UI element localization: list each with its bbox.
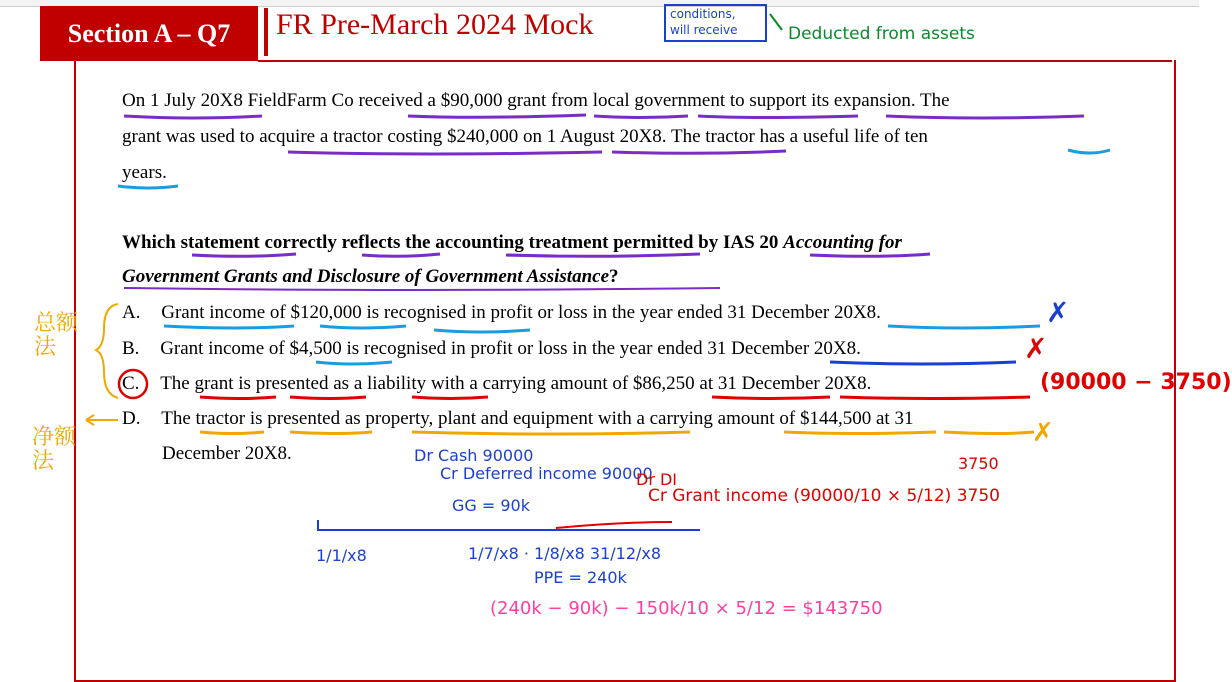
underline-received [408, 115, 586, 117]
brace-gross-method [96, 304, 118, 398]
entry-cr-deferred: Cr Deferred income 90000 [440, 464, 653, 483]
side-note-gross-method: 总额法 [34, 311, 79, 360]
option-a-text: Grant income of $120,000 is recognised in profit or loss in the year ended 31 December 20X8. [161, 302, 881, 323]
prompt-end: ? [609, 266, 619, 287]
underline-c-grant [200, 397, 276, 399]
underline-b-date [830, 362, 1016, 364]
option-a-letter: A. [122, 302, 141, 323]
section-label: Section A – Q7 [40, 6, 258, 61]
underline-c-presented [290, 397, 366, 399]
underline-ten [1068, 150, 1110, 153]
underline-a-date [888, 326, 1040, 328]
underline-aug [612, 151, 786, 153]
final-calculation: (240k − 90k) − 150k/10 × 5/12 = $143750 [490, 598, 883, 619]
underline-grant [594, 116, 688, 118]
underline-a-recognised [434, 330, 530, 332]
underline-reflects [362, 254, 440, 256]
underline-tractor [288, 152, 602, 154]
note-deducted-from-assets: Deducted from assets [788, 24, 975, 44]
option-b-text: Grant income of $4,500 is recognised in profit or loss in the year ended 31 December 20X8. [160, 338, 861, 359]
underline-c-liability [412, 397, 488, 399]
underline-d-amount [944, 432, 1034, 434]
underline-ias-title [124, 288, 720, 290]
underline-ias20 [810, 254, 930, 256]
underline-d-ppe [412, 432, 690, 434]
deducted-arrow [770, 14, 782, 30]
timeline-date-start: 1/1/x8 [316, 546, 367, 565]
calc-option-c: (90000 − 3750) [1040, 370, 1232, 395]
option-c-text: The grant is presented as a liability with a carrying amount of $86,250 at 31 December 20X8. [160, 373, 872, 394]
cross-mark-d: ✗ [1032, 418, 1054, 448]
answer-circle-c [119, 370, 147, 398]
underline-date [124, 116, 262, 118]
note-ppe: PPE = 240k [534, 568, 627, 587]
note-box-text: conditions, will receive [670, 7, 738, 37]
option-d-line-2: December 20X8. [162, 443, 292, 464]
amount-3750: 3750 [958, 454, 999, 473]
note-gg: GG = 90k [452, 496, 530, 515]
question-line-3: years. [122, 162, 167, 183]
prompt-bold: Which statement correctly reflects the accounting treatment permitted by IAS 20 [122, 232, 784, 253]
option-d-letter: D. [122, 408, 141, 429]
question-line-1: On 1 July 20X8 FieldFarm Co received a $90,000 grant from local government to support its expansion. The [122, 90, 950, 111]
underline-d-carrying [784, 432, 936, 434]
prompt-italic-1: Accounting for [783, 232, 902, 253]
underline-d-tractor [200, 432, 264, 434]
side-note-net-method: 净额法 [32, 425, 77, 474]
option-c-letter: C. [122, 373, 140, 394]
underline-expansion [886, 116, 1084, 118]
page-title: FR Pre-March 2024 Mock [276, 8, 594, 41]
underline-statement [192, 254, 296, 256]
underline-a-income [164, 326, 294, 328]
prompt-italic-2: Government Grants and Disclosure of Government Assistance [122, 266, 609, 287]
underline-years [118, 186, 178, 188]
cross-mark-b: ✗ [1024, 332, 1048, 365]
entry-dr-di: Dr DI [636, 470, 678, 489]
underline-c-date [840, 397, 1030, 399]
timeline-dates: 1/7/x8 · 1/8/x8 31/12/x8 [468, 544, 662, 563]
option-d-text: The tractor is presented as property, plant and equipment with a carrying amount of $144,500 at 31 [161, 408, 914, 429]
underline-d-presented [290, 432, 372, 434]
question-line-2: grant was used to acquire a tractor costing $240,000 on 1 August 20X8. The tractor has a useful life of ten [122, 126, 928, 147]
entry-cr-grant-income: Cr Grant income (90000/10 × 5/12) 3750 [648, 486, 1000, 506]
entry-dr-cash: Dr Cash 90000 [414, 446, 534, 465]
underline-c-amount [712, 397, 830, 399]
underline-a-amount [320, 326, 406, 328]
underline-government [698, 116, 858, 118]
underline-treatment [506, 254, 700, 256]
cross-mark-a: ✗ [1046, 296, 1070, 329]
underline-b-amount [316, 362, 392, 364]
timeline-highlight [556, 522, 672, 528]
option-b-letter: B. [122, 338, 140, 359]
